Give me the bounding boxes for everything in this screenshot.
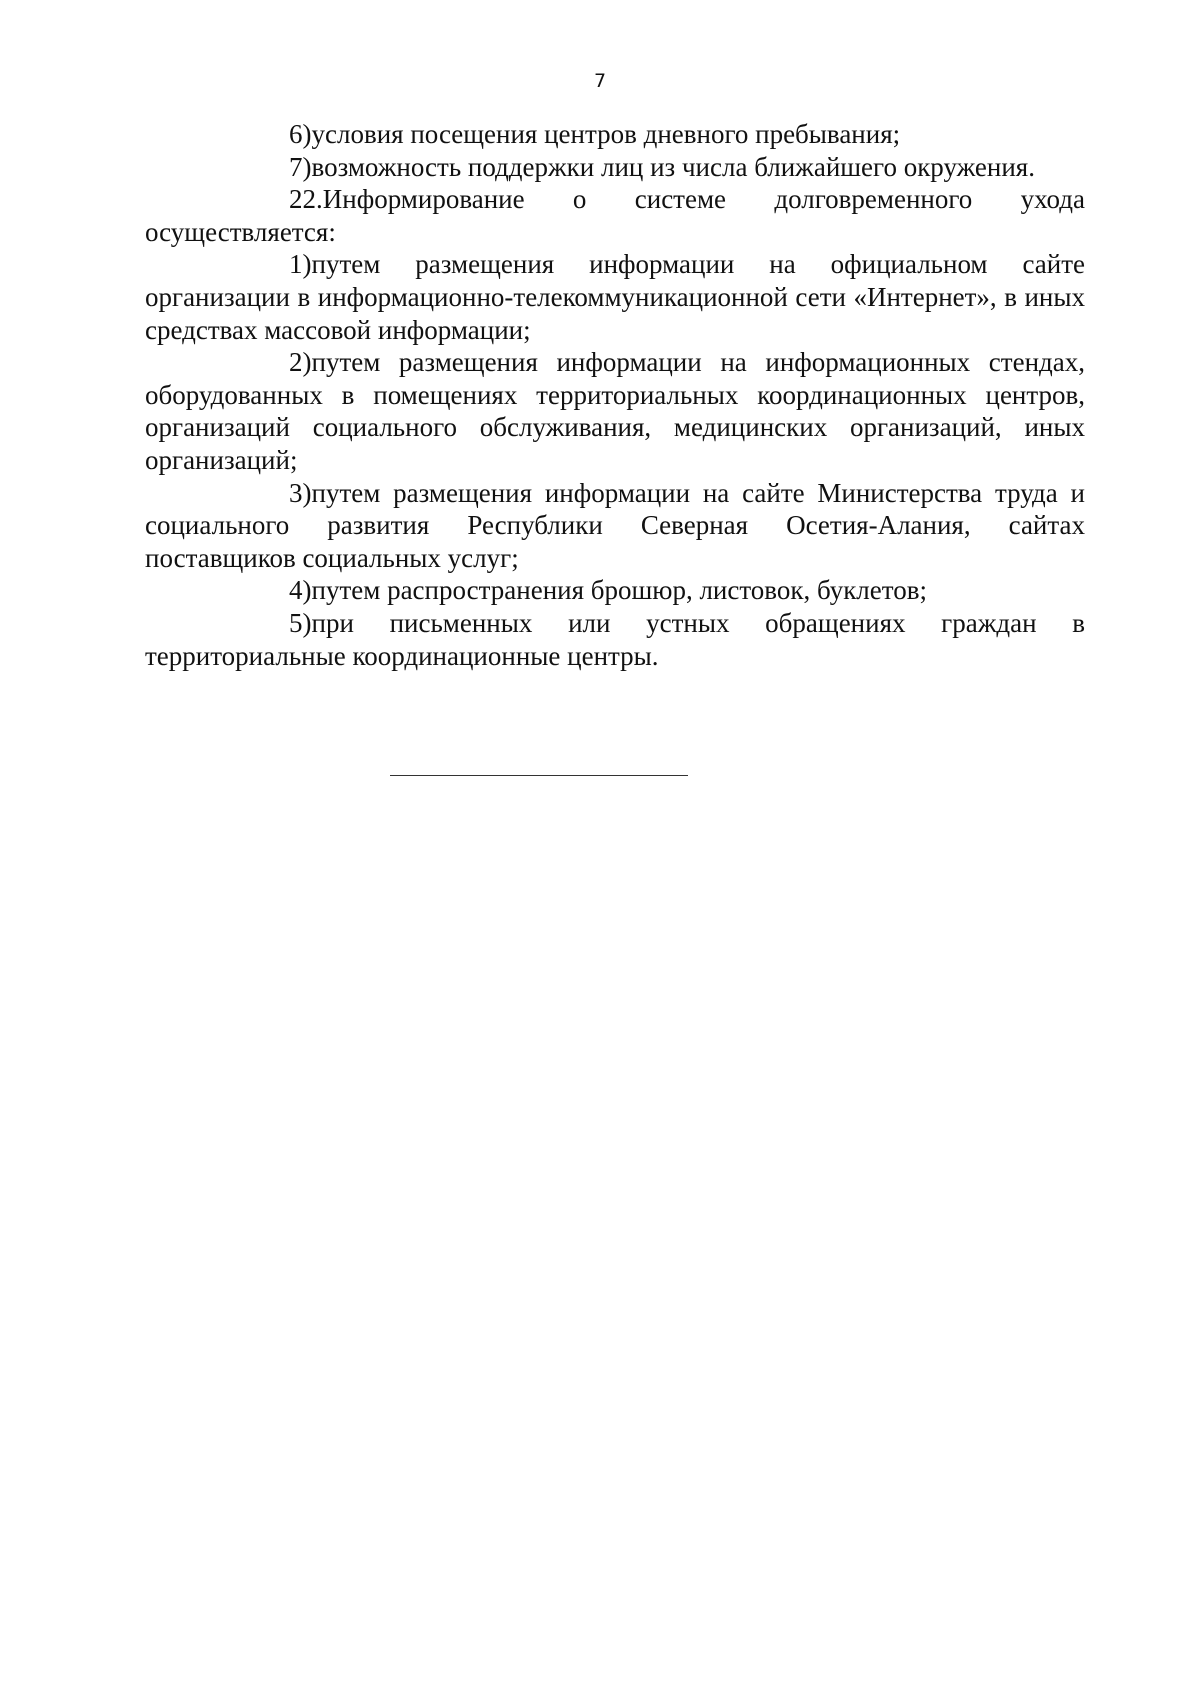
document-body bbox=[145, 118, 1085, 672]
item-number: 7) bbox=[289, 151, 312, 182]
page-number: 7 bbox=[593, 70, 607, 92]
item-number: 6) bbox=[289, 119, 312, 149]
list-item bbox=[145, 477, 1085, 575]
end-divider bbox=[390, 775, 688, 776]
list-item bbox=[145, 574, 1085, 607]
item-text: путем размещения информации на официальном сайте организации в информационно-телекоммуникационной сети «Интернет», в иных средствах массовой информации; bbox=[145, 249, 1085, 345]
list-item bbox=[145, 118, 1085, 151]
item-number: 2) bbox=[289, 347, 312, 378]
list-item bbox=[145, 607, 1085, 672]
item-text: путем распространения брошюр, листовок, буклетов; bbox=[311, 575, 927, 606]
section-text: Информирование о системе долговременного ухода осуществляется: bbox=[145, 184, 1085, 247]
item-number: 5) bbox=[289, 607, 312, 638]
item-text: условия посещения центров дневного пребывания; bbox=[311, 119, 901, 149]
list-item bbox=[145, 248, 1085, 346]
item-number: 1) bbox=[289, 249, 312, 280]
item-text: путем размещения информации на сайте Министерства труда и социального развития Республики Северная Осетия-Алания, сайтах поставщиков социальных услуг; bbox=[145, 477, 1085, 573]
section-paragraph bbox=[145, 183, 1085, 248]
item-text: при письменных или устных обращениях граждан в территориальные координационные центры. bbox=[145, 607, 1085, 671]
section-number: 22. bbox=[289, 184, 323, 215]
list-item bbox=[145, 346, 1085, 476]
list-item bbox=[145, 151, 1085, 184]
item-number: 3) bbox=[289, 477, 312, 508]
item-text: путем размещения информации на информационных стендах, оборудованных в помещениях территориальных координационных центров, организаций социального обслуживания, медицинских организаций, иных организаций; bbox=[145, 347, 1085, 475]
item-text: возможность поддержки лиц из числа ближайшего окружения. bbox=[311, 151, 1035, 182]
item-number: 4) bbox=[289, 575, 312, 606]
